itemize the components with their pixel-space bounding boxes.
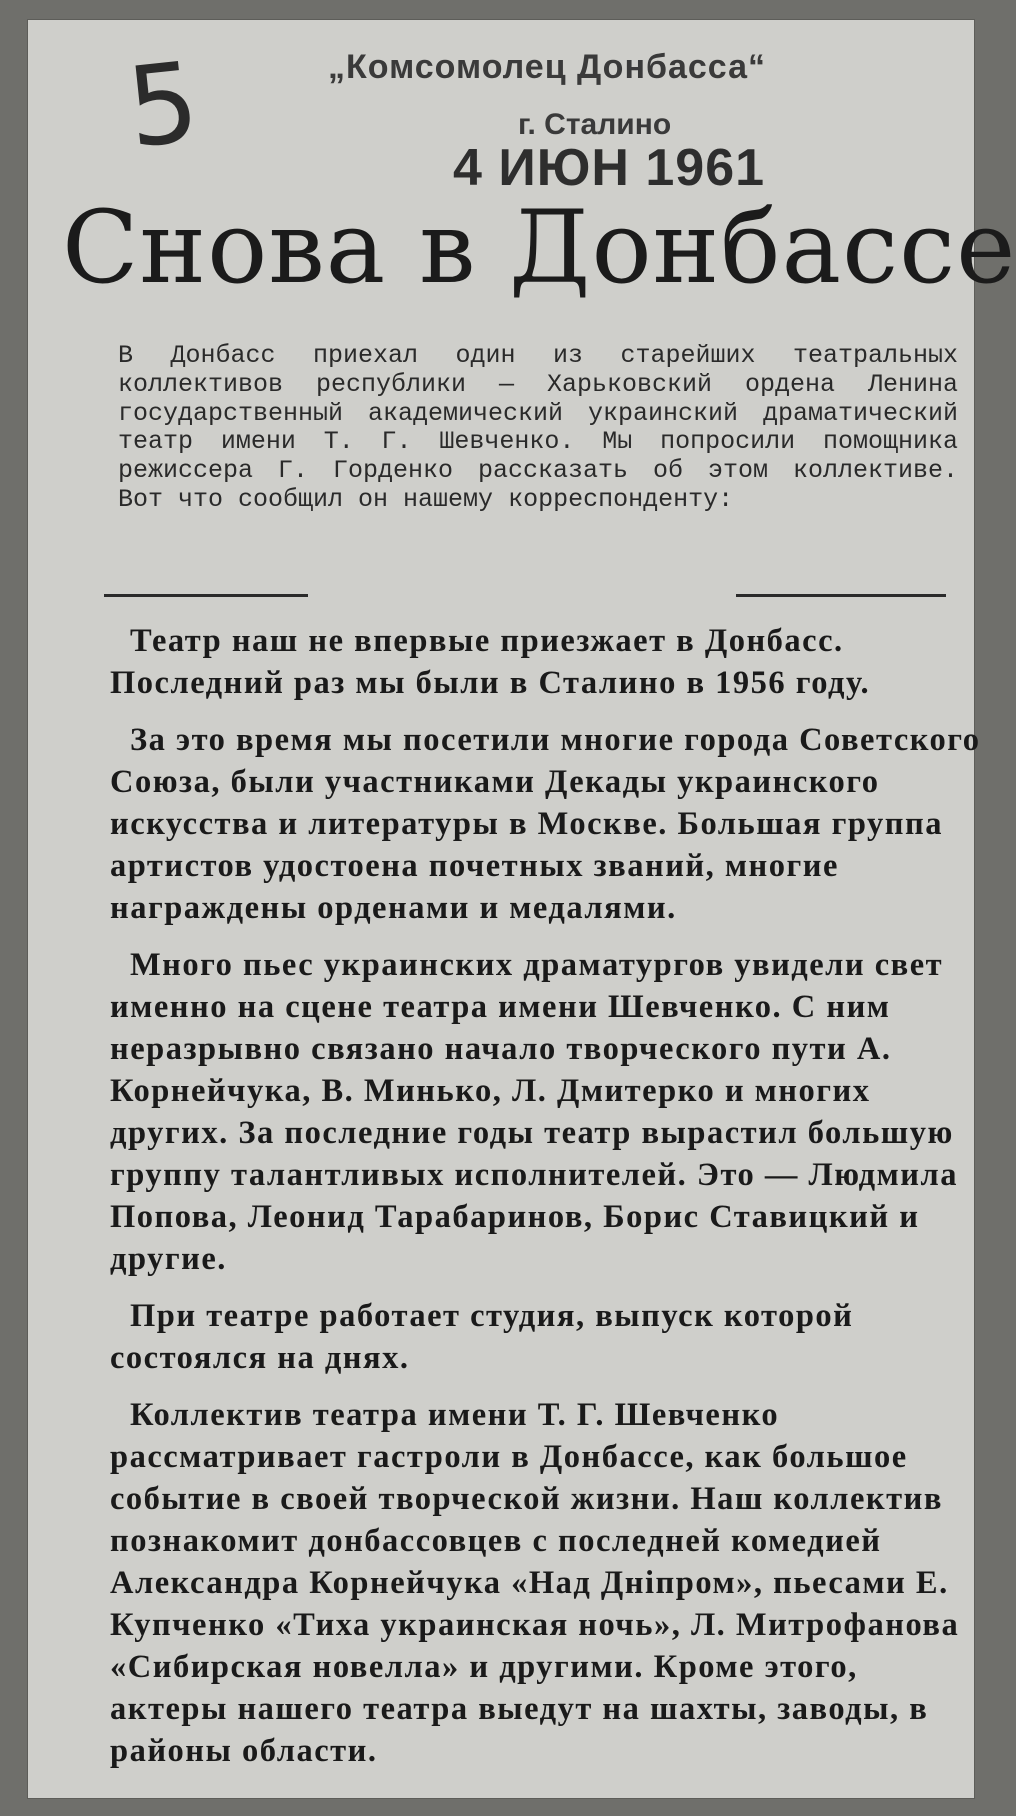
- article-paragraph: За это время мы посетили многие города Советского Союза, были участниками Декады украинского искусства и литературы в Москве. Большая группа артистов удостоена почетных званий, многие награждены орденами и медалями.: [110, 722, 981, 926]
- date-stamp: 4 ИЮН 1961: [453, 139, 766, 197]
- article-paragraph: При театре работает студия, выпуск которой состоялся на днях.: [110, 1298, 854, 1376]
- handwritten-mark: 5: [121, 37, 205, 173]
- divider-rule-right: [736, 594, 946, 597]
- article-lead: В Донбасс приехал один из старейших театральных коллективов республики — Харьковский ордена Ленина государственный академический украинский драматический театр имени Т. Г. Шевченко. Мы попросили помощника режиссера Г. Горденко рассказать об этом коллективе. Вот что сообщил он нашему корреспонденту:: [118, 341, 958, 514]
- article-body: [110, 620, 982, 1787]
- article-paragraph: Коллектив театра имени Т. Г. Шевченко рассматривает гастроли в Донбассе, как большое событие в своей творческой жизни. Наш коллектив познакомит донбассовцев с последней комедией Александра Корнейчука «Над Дніпром», пьесами Е. Купченко «Тиха украинская ночь», Л. Митрофанова «Сибирская новелла» и другими. Кроме этого, актеры нашего театра выедут на шахты, заводы, в районы области.: [110, 1397, 960, 1769]
- article-paragraph: Театр наш не впервые приезжает в Донбасс. Последний раз мы были в Сталино в 1956 году.: [110, 623, 871, 701]
- article-paragraph: Много пьес украинских драматургов увидели свет именно на сцене театра имени Шевченко. С ним неразрывно связано начало творческого пути А. Корнейчука, В. Минько, Л. Дмитерко и многих других. За последние годы театр вырастил большую группу талантливых исполнителей. Это — Людмила Попова, Леонид Тарабаринов, Борис Ставицкий и другие.: [110, 947, 958, 1277]
- newspaper-clipping: [28, 20, 1016, 1798]
- article-headline: Снова в Донбассе: [62, 189, 1016, 306]
- newspaper-source-stamp: „Комсомолец Донбасса“: [328, 48, 767, 86]
- divider-rule-left: [104, 594, 308, 597]
- city-stamp: г. Сталино: [518, 108, 672, 141]
